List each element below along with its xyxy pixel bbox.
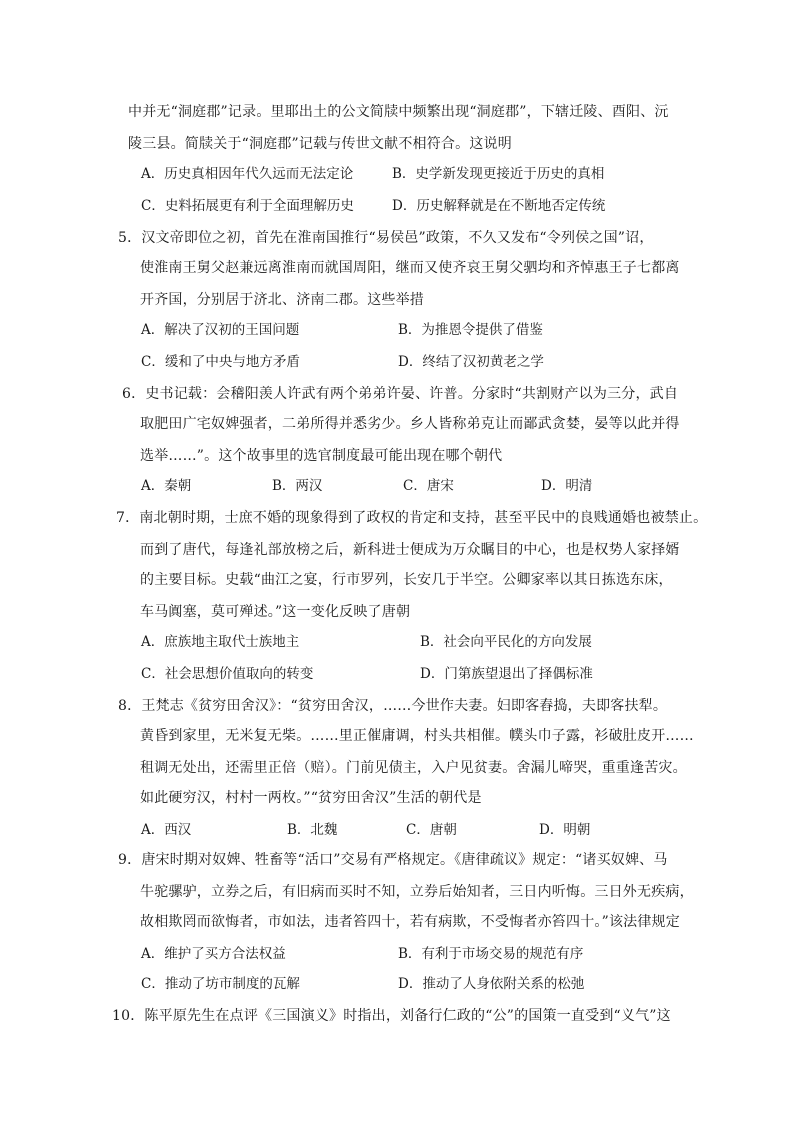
q8-option-b[interactable]: B．北魏: [287, 822, 338, 838]
q6-option-c[interactable]: C．唐宋: [403, 478, 454, 494]
q6-option-d[interactable]: D．明清: [541, 478, 593, 494]
q7-line-4: 车马阗塞，莫可殚述。”这一变化反映了唐朝: [140, 604, 411, 620]
q5-line-1: [118, 226, 658, 250]
q5-text-1: 汉文帝即位之初，首先在淮南国推行“易侯邑”政策，不久又发布“令列侯之国”诏，: [141, 230, 654, 246]
q8-option-d[interactable]: D．明朝: [539, 822, 591, 838]
q9-number: 9．: [118, 852, 142, 868]
q9-option-b[interactable]: B．有利于市场交易的规范有序: [398, 946, 584, 962]
q7-option-b[interactable]: B．社会向平民化的方向发展: [420, 634, 592, 650]
q8-text-1: 王梵志《贫穷田舍汉》：“贫穷田舍汉，……今世作夫妻。妇即客舂捣，夫即客扶犁。: [141, 698, 668, 714]
q8-number: 8．: [118, 698, 142, 714]
q7-option-a[interactable]: A．庶族地主取代士族地主: [141, 634, 300, 650]
q9-line-1: [118, 848, 668, 872]
q7-text-1: 南北朝时期，士庶不婚的现象得到了政权的肯定和支持，甚至平民中的良贱通婚也被禁止。: [139, 510, 708, 526]
q4-line-2: 陵三县。简牍关于“洞庭郡”记载与传世文献不相符合。这说明: [128, 136, 512, 152]
q7-line-1: [116, 506, 708, 530]
q6-text-1: 史书记载：会稽阳羡人许武有两个弟弟许晏、许普。分家时“共割财产以为三分，武自: [145, 386, 679, 402]
q7-option-c[interactable]: C．社会思想价值取向的转变: [141, 666, 314, 682]
q9-text-1: 唐宋时期对奴婢、牲畜等“活口”交易有严格规定。《唐律疏议》规定：“诸买奴婢、马: [141, 852, 668, 868]
q4-option-c[interactable]: C．史料拓展更有利于全面理解历史: [141, 198, 354, 214]
q6-line-2: 取肥田广宅奴婢强者，二弟所得并悉劣少。乡人皆称弟克让而鄙武贪婪，晏等以此并得: [140, 416, 680, 432]
q5-option-b[interactable]: B．为推恩令提供了借鉴: [398, 322, 543, 338]
q9-option-c[interactable]: C．推动了坊市制度的瓦解: [141, 976, 300, 992]
q7-line-3: 的主要目标。史载“曲江之宴，行市罗列，长安几于半空。公卿家率以其日拣选东床，: [140, 572, 673, 588]
q6-option-a[interactable]: A．秦朝: [141, 478, 192, 494]
q6-option-b[interactable]: B．两汉: [272, 478, 323, 494]
q4-option-a[interactable]: A．历史真相因年代久远而无法定论: [141, 166, 354, 182]
q9-option-a[interactable]: A．维护了买方合法权益: [141, 946, 286, 962]
q8-line-4: 如此硬穷汉，村村一两枚。”“贫穷田舍汉”生活的朝代是: [140, 790, 482, 806]
q5-number: 5．: [118, 230, 142, 246]
q9-line-2: 牛驼骡驴，立券之后，有旧病而买时不知，立券后始知者，三日内听悔。三日外无疾病，: [140, 884, 694, 900]
q7-option-d[interactable]: D．门第族望退出了择偶标准: [420, 666, 593, 682]
q5-line-3: 开齐国，分别居于济北、济南二郡。这些举措: [140, 292, 424, 308]
q7-line-2: 而到了唐代，每逢礼部放榜之后，新科进士便成为万众瞩目的中心，也是权势人家择婿: [140, 542, 680, 558]
q10-number: 10．: [112, 1008, 145, 1024]
q8-line-1: [118, 694, 668, 718]
q6-line-3: 选举……”。这个故事里的选官制度最可能出现在哪个朝代: [140, 448, 503, 464]
q5-option-a[interactable]: A．解决了汉初的王国问题: [141, 322, 300, 338]
q8-option-c[interactable]: C．唐朝: [406, 822, 457, 838]
q10-line-1: [112, 1004, 682, 1028]
q9-line-3: 故相欺罔而欲悔者，市如法，违者笞四十，若有病欺，不受悔者亦笞四十。”该法律规定: [140, 914, 680, 930]
q4-option-b[interactable]: B．史学新发现更接近于历史的真相: [392, 166, 605, 182]
q9-option-d[interactable]: D．推动了人身依附关系的松弛: [398, 976, 585, 992]
q5-line-2: 使淮南王舅父赵兼远离淮南而就国周阳，继而又使齐哀王舅父驷均和齐悼惠王子七都离: [140, 260, 680, 276]
q8-line-2: 黄昏到家里，无米复无柴。……里正催庸调，村头共相催。幞头巾子露，衫破肚皮开……: [140, 728, 694, 744]
q8-option-a[interactable]: A．西汉: [141, 822, 192, 838]
q4-line-1: 中并无“洞庭郡”记录。里耶出土的公文简牍中频繁出现“洞庭郡”，下辖迁陵、酉阳、沅: [128, 104, 669, 120]
q6-number: 6．: [122, 386, 146, 402]
q4-option-d[interactable]: D．历史解释就是在不断地否定传统: [392, 198, 606, 214]
q6-line-1: [122, 382, 679, 406]
q8-line-3: 租调无处出，还需里正倍（赔）。门前见债主，入户见贫妻。舍漏儿啼哭，重重逢苦灾。: [140, 760, 687, 776]
q10-text-1: 陈平原先生在点评《三国演义》时指出，刘备行仁政的“公”的国策一直受到“义气”这: [144, 1008, 671, 1024]
q5-option-c[interactable]: C．缓和了中央与地方矛盾: [141, 354, 300, 370]
q7-number: 7．: [116, 510, 140, 526]
q5-option-d[interactable]: D．终结了汉初黄老之学: [398, 354, 544, 370]
